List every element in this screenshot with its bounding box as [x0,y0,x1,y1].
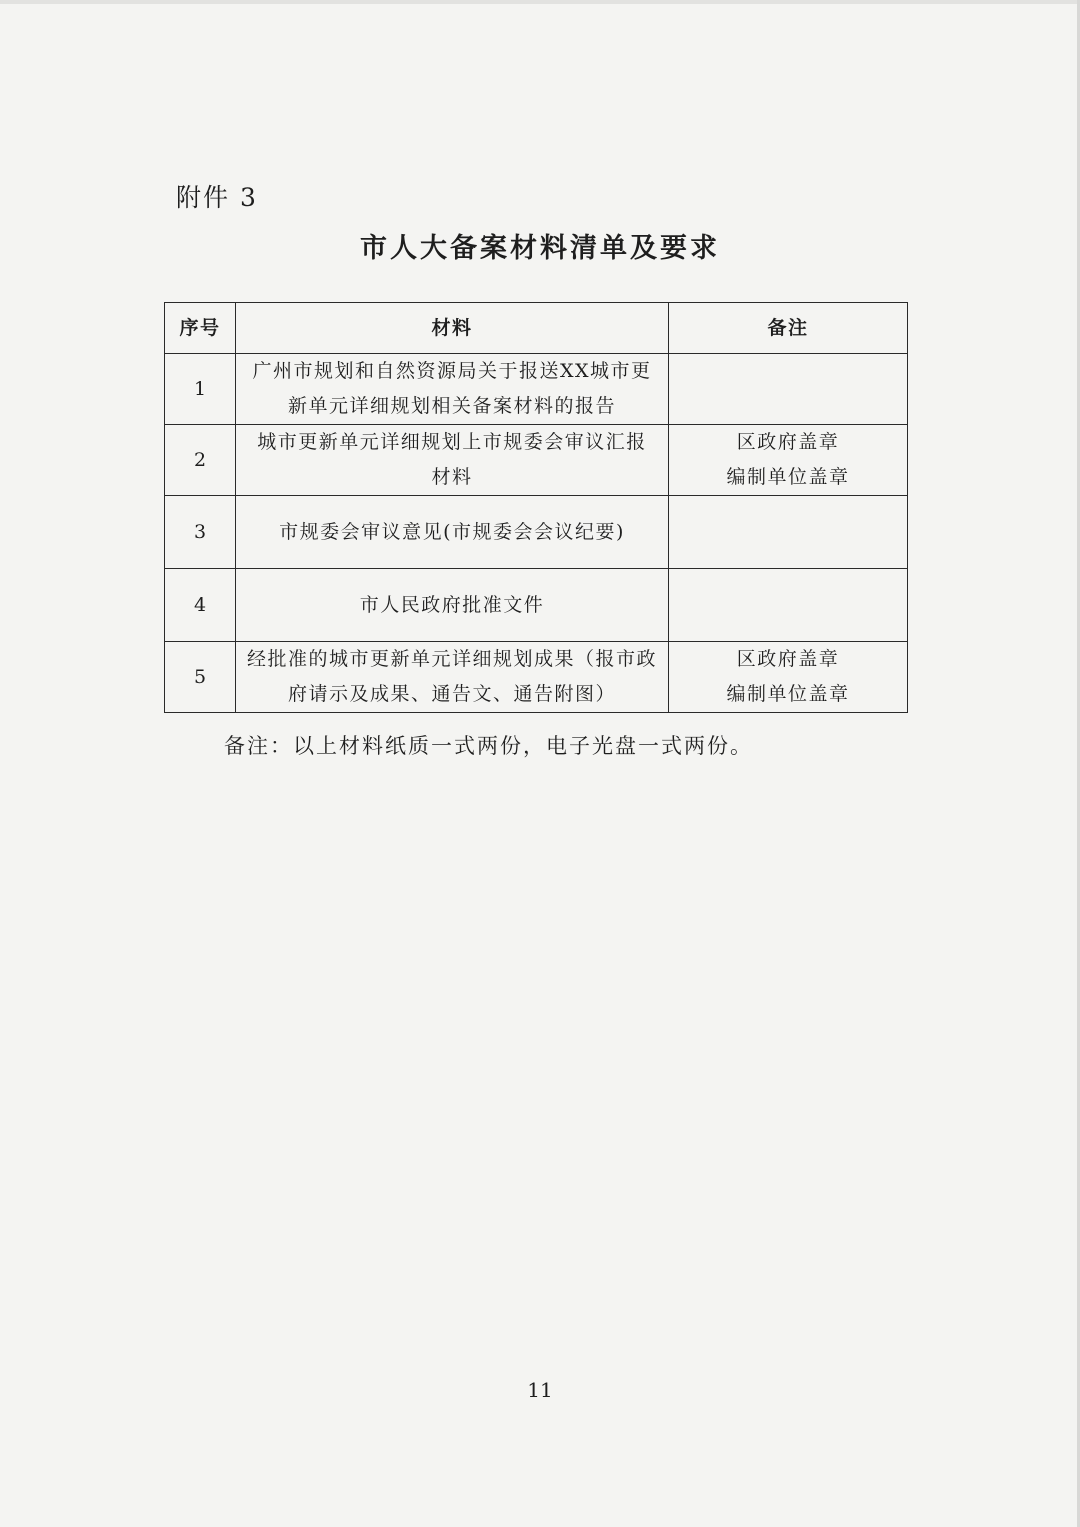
row-number: 5 [165,642,236,713]
material-line: 市人民政府批准文件 [359,593,545,616]
material-cell [236,642,669,713]
material-line: 新单元详细规划相关备案材料的报告 [287,395,616,417]
row-number: 1 [165,354,236,425]
material-line: 广州市规划和自然资源局关于报送XX城市更 [252,360,652,382]
materials-table [164,302,908,713]
row-number: 3 [165,496,236,569]
material-line: 市规委会审议意见(市规委会会议纪要) [279,520,625,543]
material-cell [236,496,669,569]
document-title: 市人大备案材料清单及要求 [360,233,720,264]
remark-line: 编制单位盖章 [726,683,850,705]
table-row [165,496,908,569]
material-cell [236,354,669,425]
remark-cell [669,354,908,425]
page-number: 11 [527,1378,553,1402]
material-cell [236,569,669,642]
table-row [165,569,908,642]
header-material: 材料 [236,303,669,354]
material-cell [236,425,669,496]
table-header-row [165,303,908,354]
remark-line: 区政府盖章 [736,431,840,453]
footnote: 备注：以上材料纸质一式两份，电子光盘一式两份。 [224,734,753,758]
remark-cell [669,642,908,713]
row-number: 4 [165,569,236,642]
table-row [165,425,908,496]
remark-cell [669,425,908,496]
remark-line: 编制单位盖章 [726,466,850,488]
material-line: 府请示及成果、通告文、通告附图） [287,683,616,705]
remark-cell [669,496,908,569]
remark-line: 区政府盖章 [736,648,840,670]
remark-cell [669,569,908,642]
material-line: 城市更新单元详细规划上市规委会审议汇报 [257,431,647,453]
header-remark: 备注 [669,303,908,354]
material-line: 经批准的城市更新单元详细规划成果（报市政 [246,648,657,670]
attachment-label: 附件 3 [176,183,258,212]
material-line: 材料 [431,466,473,488]
row-number: 2 [165,425,236,496]
page-top-edge [0,0,1080,4]
table-row [165,642,908,713]
header-no: 序号 [165,303,236,354]
table-row [165,354,908,425]
